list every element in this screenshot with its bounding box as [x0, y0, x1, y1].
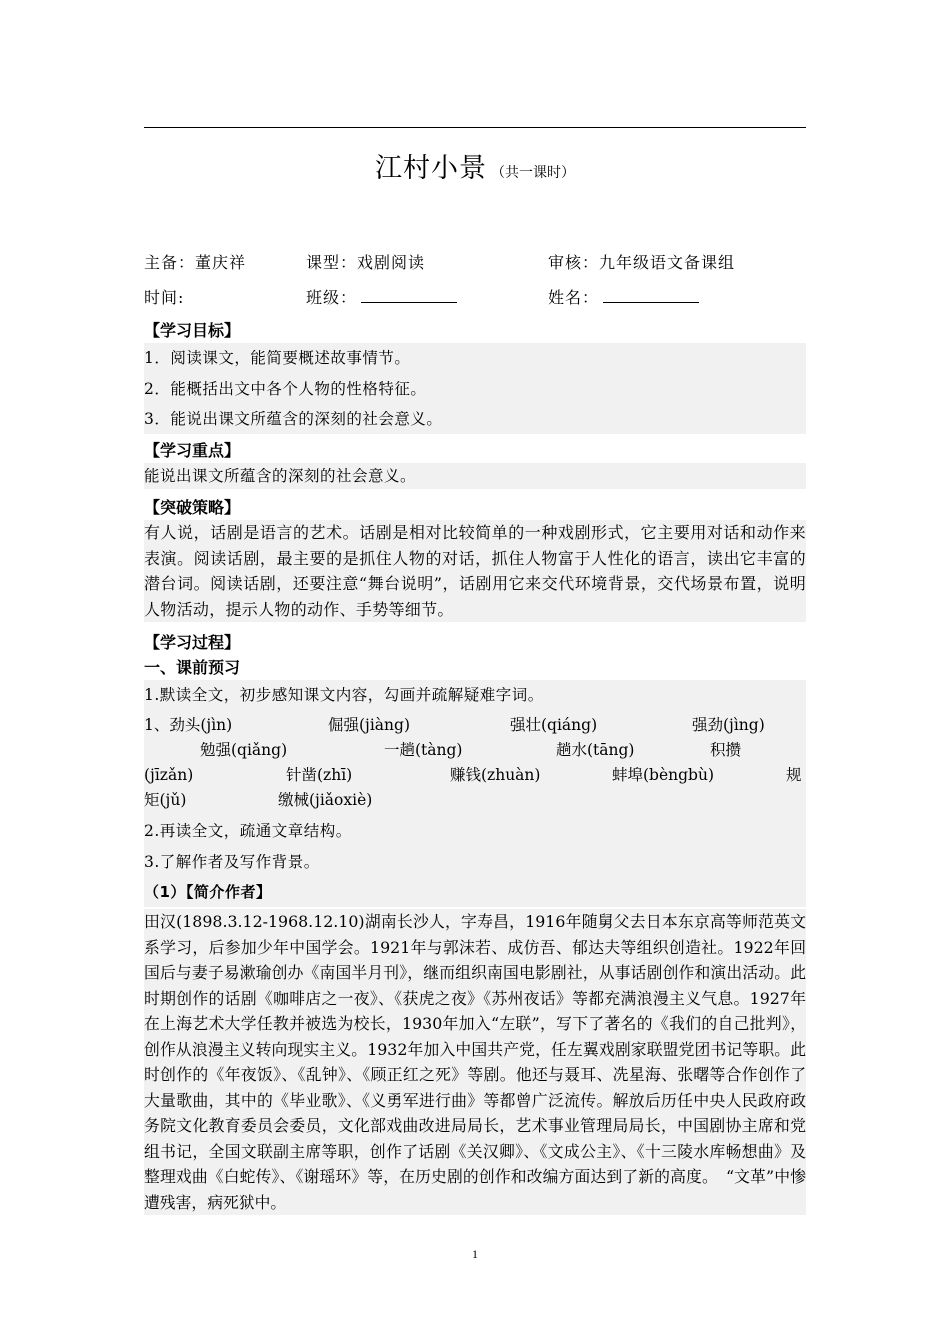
page-subtitle: （共一课时）: [491, 165, 575, 181]
goals-list: [144, 343, 806, 434]
goal-item-1: 1．阅读课文，能简要概述故事情节。: [144, 349, 411, 367]
word-item: 赚钱(zhuàn): [450, 766, 541, 785]
word-item: 趟水(tāng): [556, 741, 635, 760]
word-row-1: [144, 713, 806, 738]
class-blank: [361, 288, 457, 303]
meta-time: 时间:: [144, 288, 185, 307]
word-item: 勉强(qiǎng): [200, 741, 288, 760]
meta-author: 主备：董庆祥: [144, 253, 247, 272]
word-item: 积攒: [710, 741, 742, 760]
word-item: 蚌埠(bèngbù): [612, 766, 714, 785]
section-heading-focus: 【学习重点】: [144, 441, 241, 460]
word-item: (jīzǎn): [144, 766, 194, 785]
meta-name: [548, 285, 699, 308]
goal-item-2: 2．能概括出文中各个人物的性格特征。: [144, 380, 427, 398]
word-row-2: [144, 738, 806, 763]
top-rule: [144, 127, 806, 128]
word-item: 矩(jǔ): [144, 791, 187, 810]
strategy-text: 有人说，话剧是语言的艺术。话剧是相对比较简单的一种戏剧形式，它主要用对话和动作来表演。阅读话剧，最主要的是抓住人物的对话，抓住人物富于人性化的语言，读出它丰富的潜台词。阅读话剧，还要注意“舞台说明”，话剧用它来交代环境背景，交代场景布置，说明人物活动，提示人物的动作、手势等细节。: [144, 520, 806, 622]
goal-item-3: 3．能说出课文所蕴含的深刻的社会意义。: [144, 410, 443, 428]
page-number: 1: [472, 1247, 478, 1261]
section-heading-process: 【学习过程】: [144, 633, 241, 653]
page-title: 江村小景: [375, 153, 487, 184]
author-bio: 田汉(1898.3.12-1968.12.10)湖南长沙人，字寿昌，1916年随舅父去日本东京高等师范英文系学习，后参加少年中国学会。1921年与郭沫若、成仿吾、郁达夫等组织创造社。1922年回国后与妻子易漱瑜创办《南国半月刊》，继而组织南国电影剧社，从事话剧创作和演出活动。此时期创作的话剧《咖啡店之一夜》、《获虎之夜》《苏州夜话》等都充满浪漫主义气息。1927年在上海艺术大学任教并被选为校长，1930年加入“左联”，写下了著名的《我们的自己批判》，创作从浪漫主义转向现实主义。1932年加入中国共产党，任左翼戏剧家联盟党团书记等职。此时创作的《年夜饭》、《乱钟》、《顾正红之死》等剧。他还与聂耳、冼星海、张曙等合作创作了大量歌曲，其中的《毕业歌》、《义勇军进行曲》等都曾广泛流传。解放后历任中央人民政府政务院文化教育委员会委员，文化部戏曲改进局局长，艺术事业管理局局长，中国剧协主席和党组书记，全国文联副主席等职，创作了话剧《关汉卿》、《文成公主》、《十三陵水库畅想曲》及整理戏曲《白蛇传》、《谢瑶环》等，在历史剧的创作和改编方面达到了新的高度。 “文革”中惨遭残害，病死狱中。: [144, 909, 806, 1215]
preview-step-2: 2.再读全文，疏通文章结构。: [144, 822, 352, 841]
preview-block: [144, 680, 806, 907]
word-item: 强劲(jìng): [692, 716, 765, 735]
word-item: 1、劲头(jìn): [144, 716, 233, 735]
word-item: 倔强(jiàng): [328, 716, 411, 735]
author-intro-heading: （1）【简介作者】: [144, 883, 272, 902]
meta-type: 课型：戏剧阅读: [306, 253, 426, 272]
word-item: 规: [786, 766, 802, 785]
class-label: 班级：: [306, 288, 358, 307]
meta-reviewer: 审核：九年级语文备课组: [548, 253, 736, 272]
preview-step-1: 1.默读全文，初步感知课文内容，勾画并疏解疑难字词。: [144, 686, 544, 705]
section-heading-goals: 【学习目标】: [144, 321, 241, 340]
word-row-3: [144, 763, 806, 788]
subsection-preview: 一、课前预习: [144, 658, 241, 678]
name-label: 姓名：: [548, 288, 600, 307]
word-row-4: [144, 788, 806, 813]
meta-class: [306, 285, 457, 308]
word-item: 缴械(jiǎoxiè): [278, 791, 373, 810]
focus-text: 能说出课文所蕴含的深刻的社会意义。: [144, 463, 806, 489]
section-heading-strategy: 【突破策略】: [144, 498, 241, 517]
word-item: 一趟(tàng): [384, 741, 463, 760]
word-item: 强壮(qiáng): [510, 716, 598, 735]
preview-step-3: 3.了解作者及写作背景。: [144, 853, 320, 872]
name-blank: [603, 288, 699, 303]
main-content: [144, 318, 806, 1215]
word-item: 针凿(zhī): [286, 766, 353, 785]
title-block: [0, 146, 950, 185]
